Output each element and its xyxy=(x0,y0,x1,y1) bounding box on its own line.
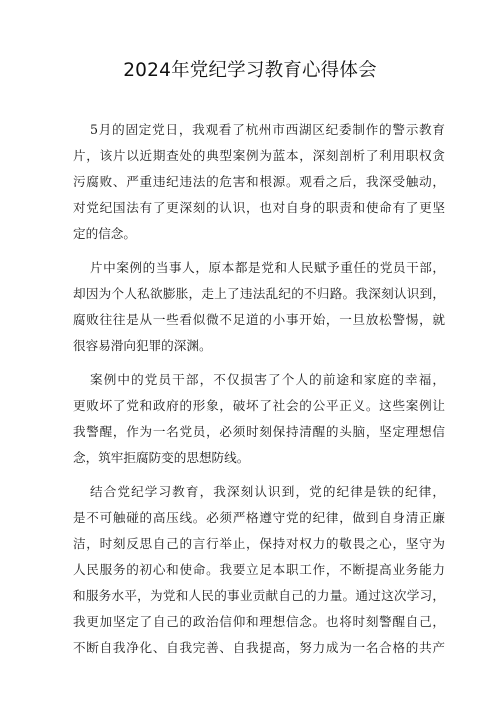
text-line: 人民服务的初心和使命。我要立足本职工作，不断提高业务能力 xyxy=(73,562,445,577)
text-line: 我更加坚定了自己的政治信仰和理想信念。也将时刻警醒自己， xyxy=(73,614,445,629)
text-line: 洁，时刻反思自己的言行举止，保持对权力的敬畏之心，坚守为 xyxy=(73,536,445,551)
text-line: 很容易滑向犯罪的深渊。 xyxy=(73,338,212,353)
text-line: 却因为个人私欲膨胀，走上了违法乱纪的不归路。我深刻认识到， xyxy=(73,286,445,301)
text-line: 片中案例的当事人，原本都是党和人民赋予重任的党员干部， xyxy=(90,260,445,275)
text-line: 不断自我净化、自我完善、自我提高，努力成为一名合格的共产 xyxy=(73,640,445,655)
text-line: 案例中的党员干部，不仅损害了个人的前途和家庭的幸福， xyxy=(90,372,445,387)
text-line: 5月的固定党日，我观看了杭州市西湖区纪委制作的警示教育 xyxy=(90,122,445,137)
text-line: 念，筑牢拒腐防变的思想防线。 xyxy=(73,450,250,465)
paragraph-4 xyxy=(73,479,445,661)
text-line: 污腐败、严重违纪违法的危害和根源。观看之后，我深受触动， xyxy=(73,174,445,189)
text-line: 我警醒，作为一名党员，必须时刻保持清醒的头脑，坚定理想信 xyxy=(73,424,445,439)
text-line: 对党纪国法有了更深刻的认识，也对自身的职责和使命有了更坚 xyxy=(73,200,445,215)
text-line: 和服务水平，为党和人民的事业贡献自己的力量。通过这次学习， xyxy=(73,588,445,603)
text-line: 结合党纪学习教育，我深刻认识到，党的纪律是铁的纪律， xyxy=(90,484,445,499)
paragraph-1 xyxy=(73,117,445,247)
text-line: 腐败往往是从一些看似微不足道的小事开始，一旦放松警惕，就 xyxy=(73,312,445,327)
text-line: 是不可触碰的高压线。必须严格遵守党的纪律，做到自身清正廉 xyxy=(73,510,445,525)
paragraph-3 xyxy=(73,367,445,471)
text-line: 更败坏了党和政府的形象，破坏了社会的公平正义。这些案例让 xyxy=(73,398,445,413)
paragraph-2 xyxy=(73,255,445,359)
document-title: 2024年党纪学习教育心得体会 xyxy=(123,60,377,81)
text-line: 片，该片以近期查处的典型案例为蓝本，深刻剖析了利用职权贪 xyxy=(73,148,445,163)
document-body xyxy=(73,117,445,669)
text-line: 定的信念。 xyxy=(73,226,136,241)
